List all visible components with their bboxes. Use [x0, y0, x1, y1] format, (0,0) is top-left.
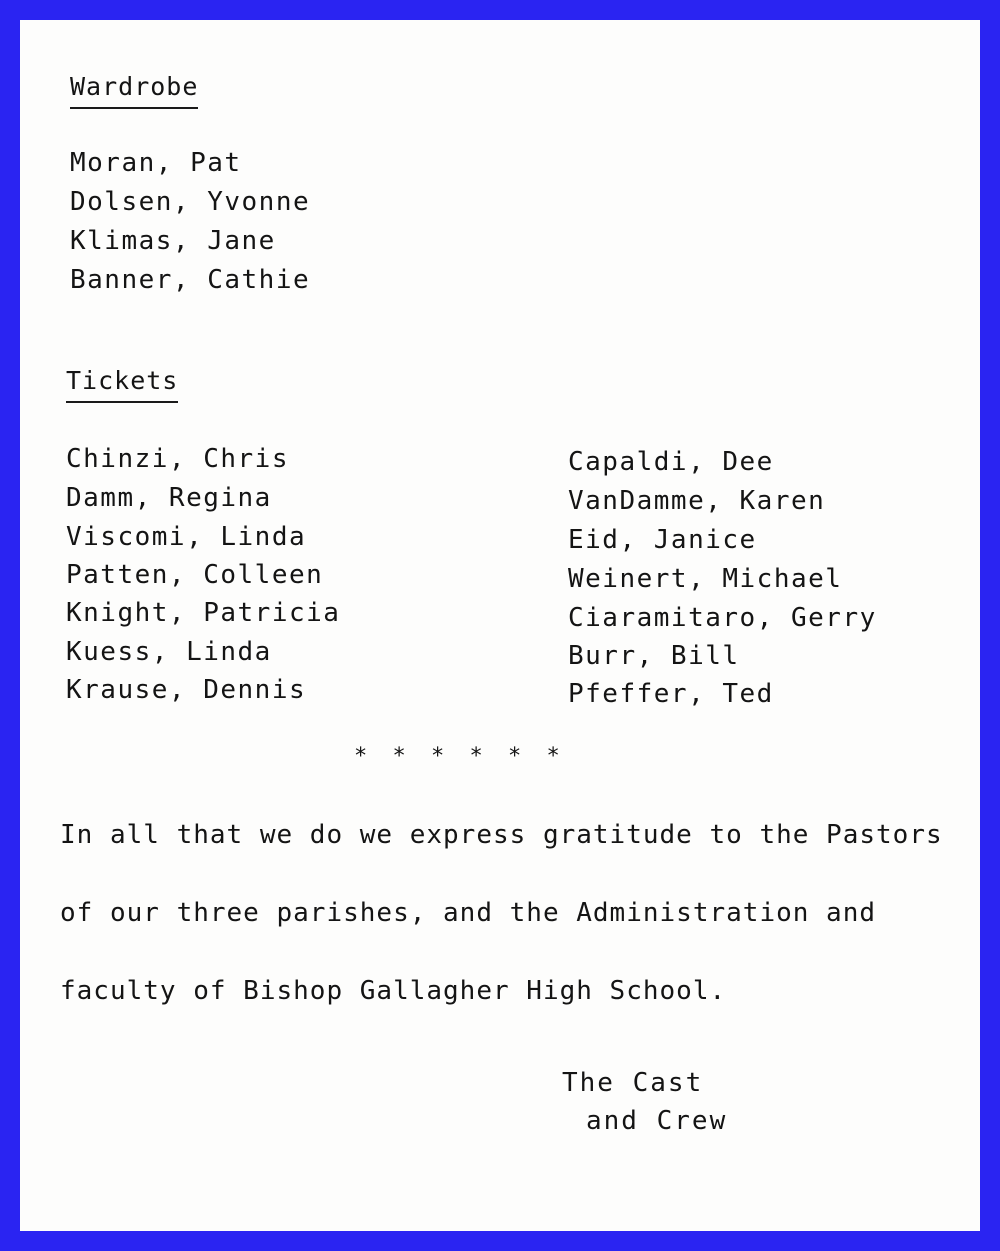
tickets-left-name: Damm, Regina — [66, 483, 272, 513]
wardrobe-name: Dolsen, Yvonne — [70, 187, 311, 217]
gratitude-line-3: faculty of Bishop Gallagher High School. — [60, 976, 727, 1006]
tickets-heading: Tickets — [66, 366, 178, 403]
tickets-right-name: Ciaramitaro, Gerry — [568, 603, 877, 633]
tickets-right-name: Weinert, Michael — [568, 564, 843, 594]
tickets-right-name: Burr, Bill — [568, 641, 740, 671]
signature-line-2: and Crew — [586, 1106, 728, 1136]
tickets-left-name: Krause, Dennis — [66, 675, 307, 705]
wardrobe-name: Moran, Pat — [70, 148, 242, 178]
tickets-left-name: Knight, Patricia — [66, 598, 341, 628]
gratitude-line-2: of our three parishes, and the Administration and — [60, 898, 877, 928]
gratitude-line-1: In all that we do we express gratitude to the Pastors — [60, 820, 943, 850]
tickets-left-name: Kuess, Linda — [66, 637, 272, 667]
wardrobe-heading: Wardrobe — [70, 72, 198, 109]
tickets-right-name: Capaldi, Dee — [568, 447, 774, 477]
section-separator: * * * * * * — [354, 744, 566, 769]
signature-line-1: The Cast — [562, 1068, 704, 1098]
wardrobe-name: Banner, Cathie — [70, 265, 311, 295]
tickets-left-name: Chinzi, Chris — [66, 444, 289, 474]
program-page — [20, 20, 980, 1231]
tickets-right-name: Eid, Janice — [568, 525, 757, 555]
wardrobe-name: Klimas, Jane — [70, 226, 276, 256]
tickets-left-name: Patten, Colleen — [66, 560, 324, 590]
tickets-right-name: VanDamme, Karen — [568, 486, 826, 516]
tickets-right-name: Pfeffer, Ted — [568, 679, 774, 709]
tickets-left-name: Viscomi, Linda — [66, 522, 307, 552]
